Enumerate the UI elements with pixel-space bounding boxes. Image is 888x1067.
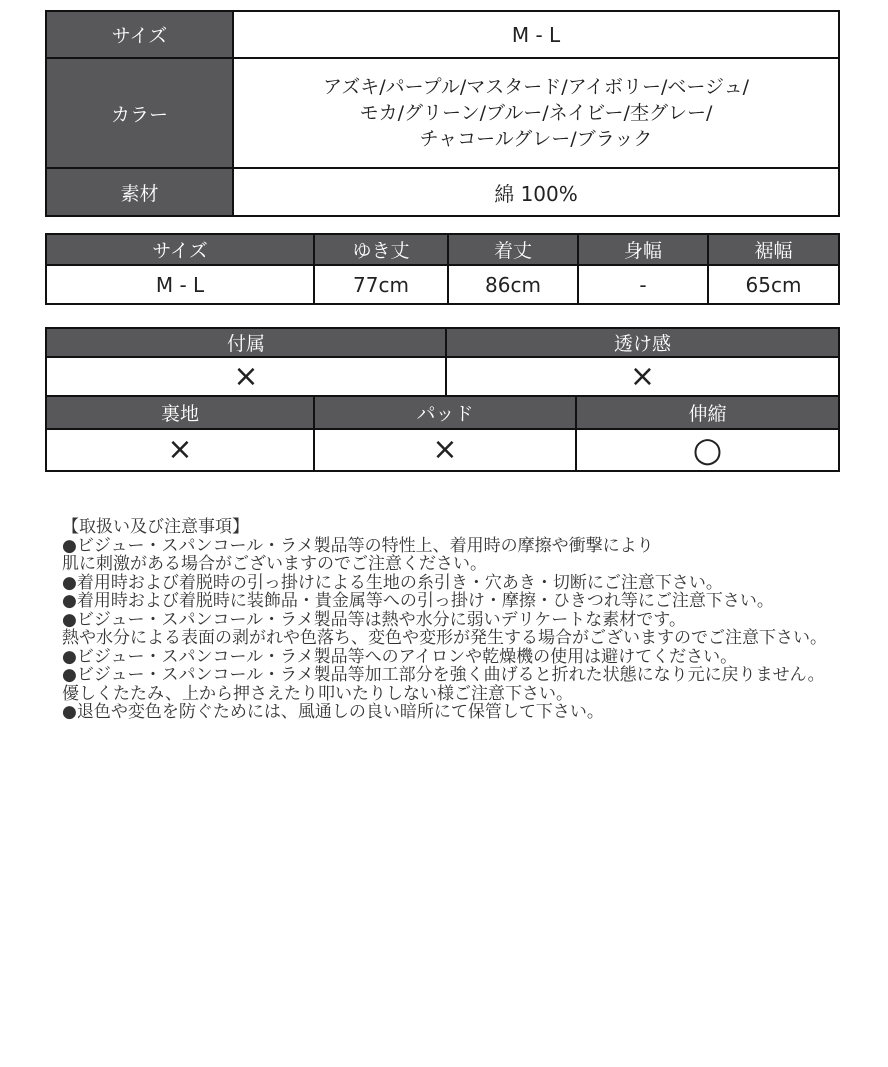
features-header-sheerness: 透け感 [446,328,839,357]
measurements-table [45,233,840,305]
measurements-value-size: M - L [46,265,314,304]
spec-color-line-2: モカ/グリーン/ブルー/ネイビー/杢グレー/ [359,102,713,124]
features-value-sheerness [446,357,839,396]
x-mark: × [432,432,458,467]
measurements-value-sleeve: 77cm [314,265,448,304]
x-mark: × [233,358,259,394]
care-notes-title: 【取扱い及び注意事項】 [62,517,249,537]
spec-material-value: 綿 100% [233,168,839,216]
features-bottom-header-row [46,396,839,429]
spec-row-color [46,58,839,168]
spec-color-line-1: アズキ/パープル/マスタード/アイボリー/ベージュ/ [322,76,750,98]
features-header-pad: パッド [314,396,576,429]
care-note-line: ●着用時および着脱時の引っ掛けによる生地の糸引き・穴あき・切断にご注意下さい。 [62,572,723,593]
spec-color-line-3: チャコールグレー/ブラック [419,128,653,150]
spec-material-label: 素材 [46,168,233,216]
features-value-accessories [46,357,446,396]
measurements-value-width: - [578,265,708,304]
features-value-pad [314,429,576,471]
measurements-value-length: 86cm [448,265,578,304]
features-table-bottom [45,395,840,472]
spec-color-value [233,58,839,168]
measurements-header-hem: 裾幅 [708,234,839,265]
spec-row-material [46,168,839,216]
spec-size-label: サイズ [46,11,233,58]
features-top-header-row [46,328,839,357]
care-note-line: ●ビジュー・スパンコール・ラメ製品等の特性上、着用時の摩擦や衝撃により [62,535,654,556]
x-mark: × [167,432,193,467]
measurements-value-hem: 65cm [708,265,839,304]
care-note-line: 肌に刺激がある場合がございますのでご注意ください。 [62,554,487,574]
features-header-accessories: 付属 [46,328,446,357]
spec-size-value: M - L [233,11,839,58]
features-header-stretch: 伸縮 [576,396,839,429]
features-header-lining: 裏地 [46,396,314,429]
features-table-top [45,327,840,397]
spec-row-size [46,11,839,58]
measurements-header-row [46,234,839,265]
measurements-value-row [46,265,839,304]
measurements-header-size: サイズ [46,234,314,265]
care-note-line: 熱や水分による表面の剥がれや色落ち、変色や変形が発生する場合がございますのでご注意下さい。 [62,628,827,648]
features-value-stretch [576,429,839,471]
care-note-line: ●ビジュー・スパンコール・ラメ製品等は熱や水分に弱いデリケートな素材です。 [62,609,686,630]
care-note-line: ●ビジュー・スパンコール・ラメ製品等へのアイロンや乾燥機の使用は避けてください。 [62,646,738,667]
measurements-header-length: 着丈 [448,234,578,265]
features-value-lining [46,429,314,471]
measurements-header-width: 身幅 [578,234,708,265]
care-note-line: ●退色や変色を防ぐためには、風通しの良い暗所にて保管して下さい。 [62,702,604,722]
spec-table [45,10,840,217]
spec-color-label: カラー [46,58,233,168]
circle-mark: ○ [692,430,723,470]
measurements-header-sleeve: ゆき丈 [314,234,448,265]
care-note-line: 優しくたたみ、上から押さえたり叩いたりしない様ご注意下さい。 [62,683,574,704]
features-top-value-row [46,357,839,396]
features-bottom-value-row [46,429,839,471]
x-mark: × [629,358,656,394]
care-notes [62,518,872,722]
care-note-line: ●着用時および着脱時に装飾品・貴金属等への引っ掛け・摩擦・ひきつれ等にご注意下さい。 [62,591,774,611]
care-note-line: ●ビジュー・スパンコール・ラメ製品等加工部分を強く曲げると折れた状態になり元に戻りません。 [62,665,825,685]
